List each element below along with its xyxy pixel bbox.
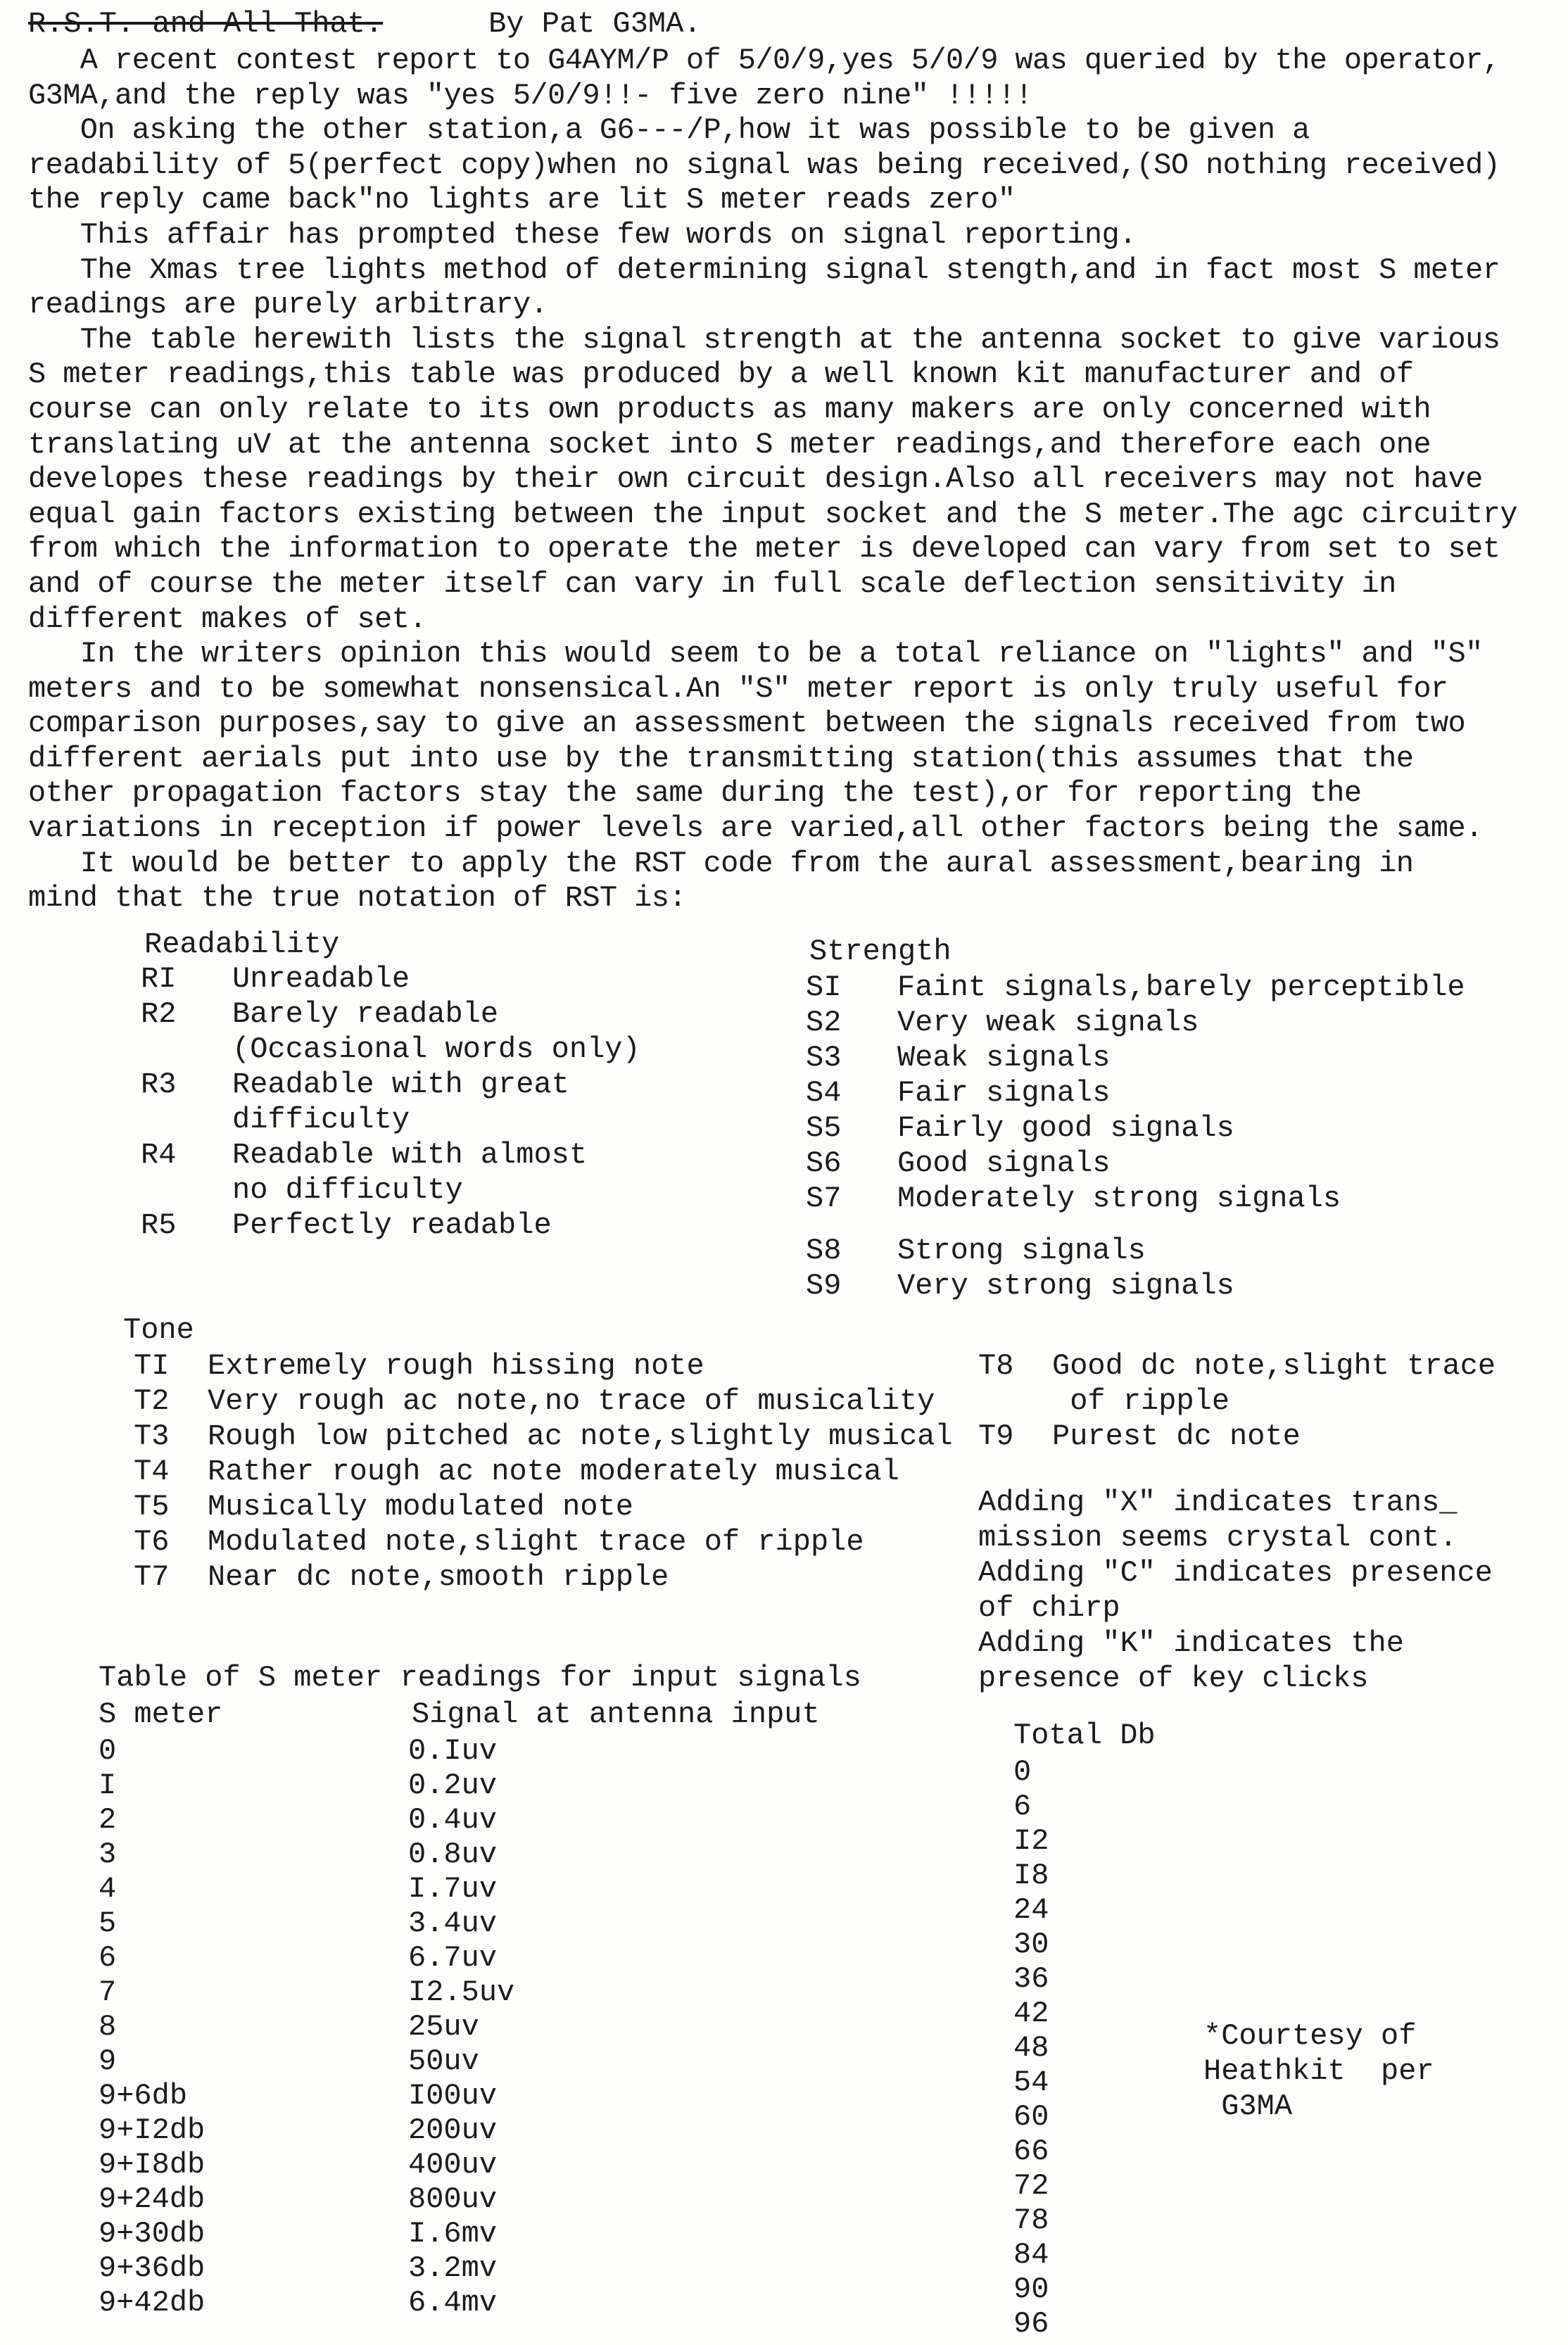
table-cell: 3 [99, 1838, 117, 1871]
tone-list [134, 1348, 953, 1595]
strength-item [806, 1040, 1465, 1075]
strength-item [806, 1181, 1465, 1216]
article-header [28, 7, 702, 41]
table-cell: 9+6db [99, 2079, 188, 2113]
desc: Readable with almost no difficulty [232, 1138, 588, 1207]
table-cell: 200uv [408, 2113, 498, 2147]
code: TI [134, 1349, 170, 1383]
col-header-signal: Signal at antenna input [412, 1698, 820, 1731]
table-title: Table of S meter readings for input signals [99, 1661, 861, 1695]
byline: By Pat G3MA. [488, 7, 702, 41]
article-title: R.S.T. and All That. [28, 7, 384, 41]
tone-item [134, 1384, 953, 1419]
strength-item [806, 1268, 1465, 1303]
desc: Weak signals [897, 1041, 1111, 1075]
desc: Musically modulated note [208, 1490, 633, 1524]
table-cell: 0.8uv [408, 1838, 498, 1871]
table-cell: 25uv [408, 2010, 479, 2044]
s-meter-column [99, 1734, 205, 2320]
desc: Faint signals,barely perceptible [897, 971, 1465, 1004]
strength-item [806, 1075, 1465, 1111]
desc: Readable with great difficulty [232, 1068, 569, 1137]
strength-item [806, 970, 1465, 1005]
table-cell: 0.Iuv [408, 1734, 498, 1768]
table-cell: 400uv [408, 2148, 498, 2182]
table-cell: 9+I2db [99, 2113, 206, 2147]
readability-item [141, 997, 640, 1067]
desc: Very rough ac note,no trace of musicality [208, 1384, 935, 1418]
desc: Good signals [897, 1146, 1111, 1180]
article-body: A recent contest report to G4AYM/P of 5/0/9,yes 5/0/9 was queried by the operator, G3MA,and the reply was "yes 5/0/9!!- five zero nine" !!!!! On asking the other station,a G6---/P,how it was possible to be given a readability of 5(perfect copy)when no signal was being received,(SO nothing received) the reply came back"no lights are lit S meter reads zero" This affair has prompted these few words on signal reporting. The Xmas tree lights method of determining signal stength,and in fact most S meter readings are purely arbitrary. The table herewith lists the signal strength at the antenna socket to give various S meter readings,this table was produced by a well known kit manufacturer and of course can only relate to its own products as many makers are only concerned with translating uV at the antenna socket into S meter readings,and therefore each one developes these readings by their own circuit design.Also all receivers may not have equal gain factors existing between the input socket and the S meter.The agc circuitry from which the information to operate the meter is developed can vary from set to set and of course the meter itself can vary in full scale deflection sensitivity in different makes of set. In the writers opinion this would seem to be a total reliance on "lights" and "S" meters and to be somewhat nonsensical.An "S" meter report is only truly useful for comparison purposes,say to give an assessment between the signals received from two different aerials put into use by the transmitting station(this assumes that the other propagation factors stay the same during the test),or for reporting the variations in reception if power levels are varied,all other factors being the same. It would be better to apply the RST code from the aural assessment,bearing in mind that the true notation of RST is: [28, 44, 1517, 916]
table-cell: I8 [1013, 1859, 1049, 1892]
code: T2 [134, 1384, 170, 1418]
table-cell: 6 [1013, 1790, 1032, 1823]
table-cell: 50uv [408, 2044, 479, 2078]
desc: Fairly good signals [897, 1111, 1234, 1145]
table-cell: 3.2mv [408, 2251, 498, 2285]
code: RI [141, 962, 177, 996]
code: T6 [134, 1525, 170, 1559]
desc: Barely readable (Occasional words only) [232, 997, 640, 1066]
readability-item [141, 1137, 640, 1208]
tone-heading: Tone [123, 1313, 194, 1347]
desc: Rather rough ac note moderately musical [208, 1455, 899, 1488]
table-cell: 3.4uv [408, 1907, 498, 1940]
code: S6 [806, 1146, 842, 1180]
code: T9 [978, 1420, 1014, 1453]
readability-heading: Readability [144, 928, 340, 961]
table-cell: 9+36db [99, 2251, 206, 2285]
code: SI [806, 971, 842, 1004]
table-cell: 0.4uv [408, 1803, 498, 1837]
table-cell: 6.7uv [408, 1941, 498, 1975]
table-cell: 6 [99, 1941, 117, 1975]
strength-item [806, 1111, 1465, 1146]
table-cell: I.6mv [408, 2217, 498, 2251]
table-cell: 9+24db [99, 2182, 206, 2216]
col-header-s-meter: S meter [99, 1698, 223, 1731]
table-cell: 30 [1013, 1928, 1049, 1961]
code: T3 [134, 1420, 170, 1453]
tone-item [134, 1524, 953, 1560]
desc: Perfectly readable [232, 1208, 552, 1242]
desc: Purest dc note [1052, 1420, 1301, 1453]
readability-list [141, 961, 640, 1243]
code: R2 [141, 997, 177, 1031]
tone-item [134, 1489, 953, 1524]
code: S9 [806, 1269, 842, 1303]
code: S4 [806, 1076, 842, 1110]
table-cell: I [99, 1769, 117, 1802]
table-cell: I2.5uv [408, 1976, 515, 2009]
code: T8 [978, 1349, 1014, 1383]
tone-item [134, 1560, 953, 1595]
desc: Unreadable [232, 962, 410, 996]
tone-item [134, 1454, 953, 1489]
table-cell: 6.4mv [408, 2286, 498, 2320]
table-cell: 90 [1013, 2273, 1049, 2306]
code: R3 [141, 1068, 177, 1101]
desc: Very weak signals [897, 1006, 1199, 1039]
readability-item [141, 1208, 640, 1243]
signal-column [408, 1734, 514, 2320]
code: S8 [806, 1234, 842, 1268]
code: T7 [134, 1560, 170, 1594]
table-cell: 4 [99, 1872, 117, 1906]
table-cell: 72 [1013, 2169, 1049, 2203]
desc: Fair signals [897, 1076, 1111, 1110]
table-cell: 0.2uv [408, 1769, 498, 1802]
strength-heading: Strength [809, 935, 951, 968]
suffix-notes: Adding "X" indicates trans_ mission seems crystal cont. Adding "C" indicates presence of chirp Adding "K" indicates the presence of key clicks [978, 1486, 1493, 1695]
tone-item [978, 1348, 1496, 1419]
table-cell: 2 [99, 1803, 117, 1837]
strength-item [806, 1146, 1465, 1181]
readability-item [141, 961, 640, 997]
table-cell: 7 [99, 1976, 117, 2009]
table-cell: 96 [1013, 2307, 1049, 2341]
code: S2 [806, 1006, 842, 1039]
code: R5 [141, 1208, 177, 1242]
table-cell: 60 [1013, 2100, 1049, 2134]
code: T5 [134, 1490, 170, 1524]
tone-list-right [978, 1348, 1496, 1454]
table-cell: I2 [1013, 1824, 1049, 1858]
code: R4 [141, 1138, 177, 1172]
table-cell: 66 [1013, 2135, 1049, 2168]
desc: Modulated note,slight trace of ripple [208, 1525, 864, 1559]
strength-item [806, 1005, 1465, 1040]
table-cell: 800uv [408, 2182, 498, 2216]
code: S7 [806, 1182, 842, 1215]
tone-item [134, 1419, 953, 1454]
table-cell: 48 [1013, 2031, 1049, 2065]
table-cell: 84 [1013, 2238, 1049, 2272]
desc: Good dc note,slight trace of ripple [1052, 1349, 1496, 1418]
table-cell: 9+30db [99, 2217, 206, 2251]
tone-item [978, 1419, 1496, 1454]
table-cell: I00uv [408, 2079, 498, 2113]
total-db-column [1013, 1755, 1049, 2341]
table-cell: 54 [1013, 2066, 1049, 2099]
table-cell: 9 [99, 2044, 117, 2078]
table-cell: 9+I8db [99, 2148, 206, 2182]
desc: Strong signals [897, 1234, 1146, 1268]
readability-item [141, 1067, 640, 1137]
table-cell: 24 [1013, 1893, 1049, 1927]
table-cell: 42 [1013, 1997, 1049, 2030]
tone-item [134, 1348, 953, 1384]
table-cell: 78 [1013, 2204, 1049, 2237]
desc: Near dc note,smooth ripple [208, 1560, 669, 1594]
desc: Rough low pitched ac note,slightly musical [208, 1420, 953, 1453]
table-cell: 36 [1013, 1962, 1049, 1996]
table-cell: 0 [1013, 1755, 1032, 1789]
table-cell: I.7uv [408, 1872, 498, 1906]
col-header-total-db: Total Db [1013, 1719, 1156, 1752]
table-cell: 8 [99, 2010, 117, 2044]
code: S5 [806, 1111, 842, 1145]
table-cell: 5 [99, 1907, 117, 1940]
desc: Very strong signals [897, 1269, 1234, 1303]
courtesy-note: *Courtesy of Heathkit per G3MA [1203, 2019, 1434, 2123]
desc: Moderately strong signals [897, 1182, 1341, 1215]
code: S3 [806, 1041, 842, 1075]
code: T4 [134, 1455, 170, 1488]
table-cell: 0 [99, 1734, 117, 1768]
strength-list [806, 970, 1465, 1303]
strength-item [806, 1233, 1465, 1268]
table-cell: 9+42db [99, 2286, 206, 2320]
desc: Extremely rough hissing note [208, 1349, 704, 1383]
